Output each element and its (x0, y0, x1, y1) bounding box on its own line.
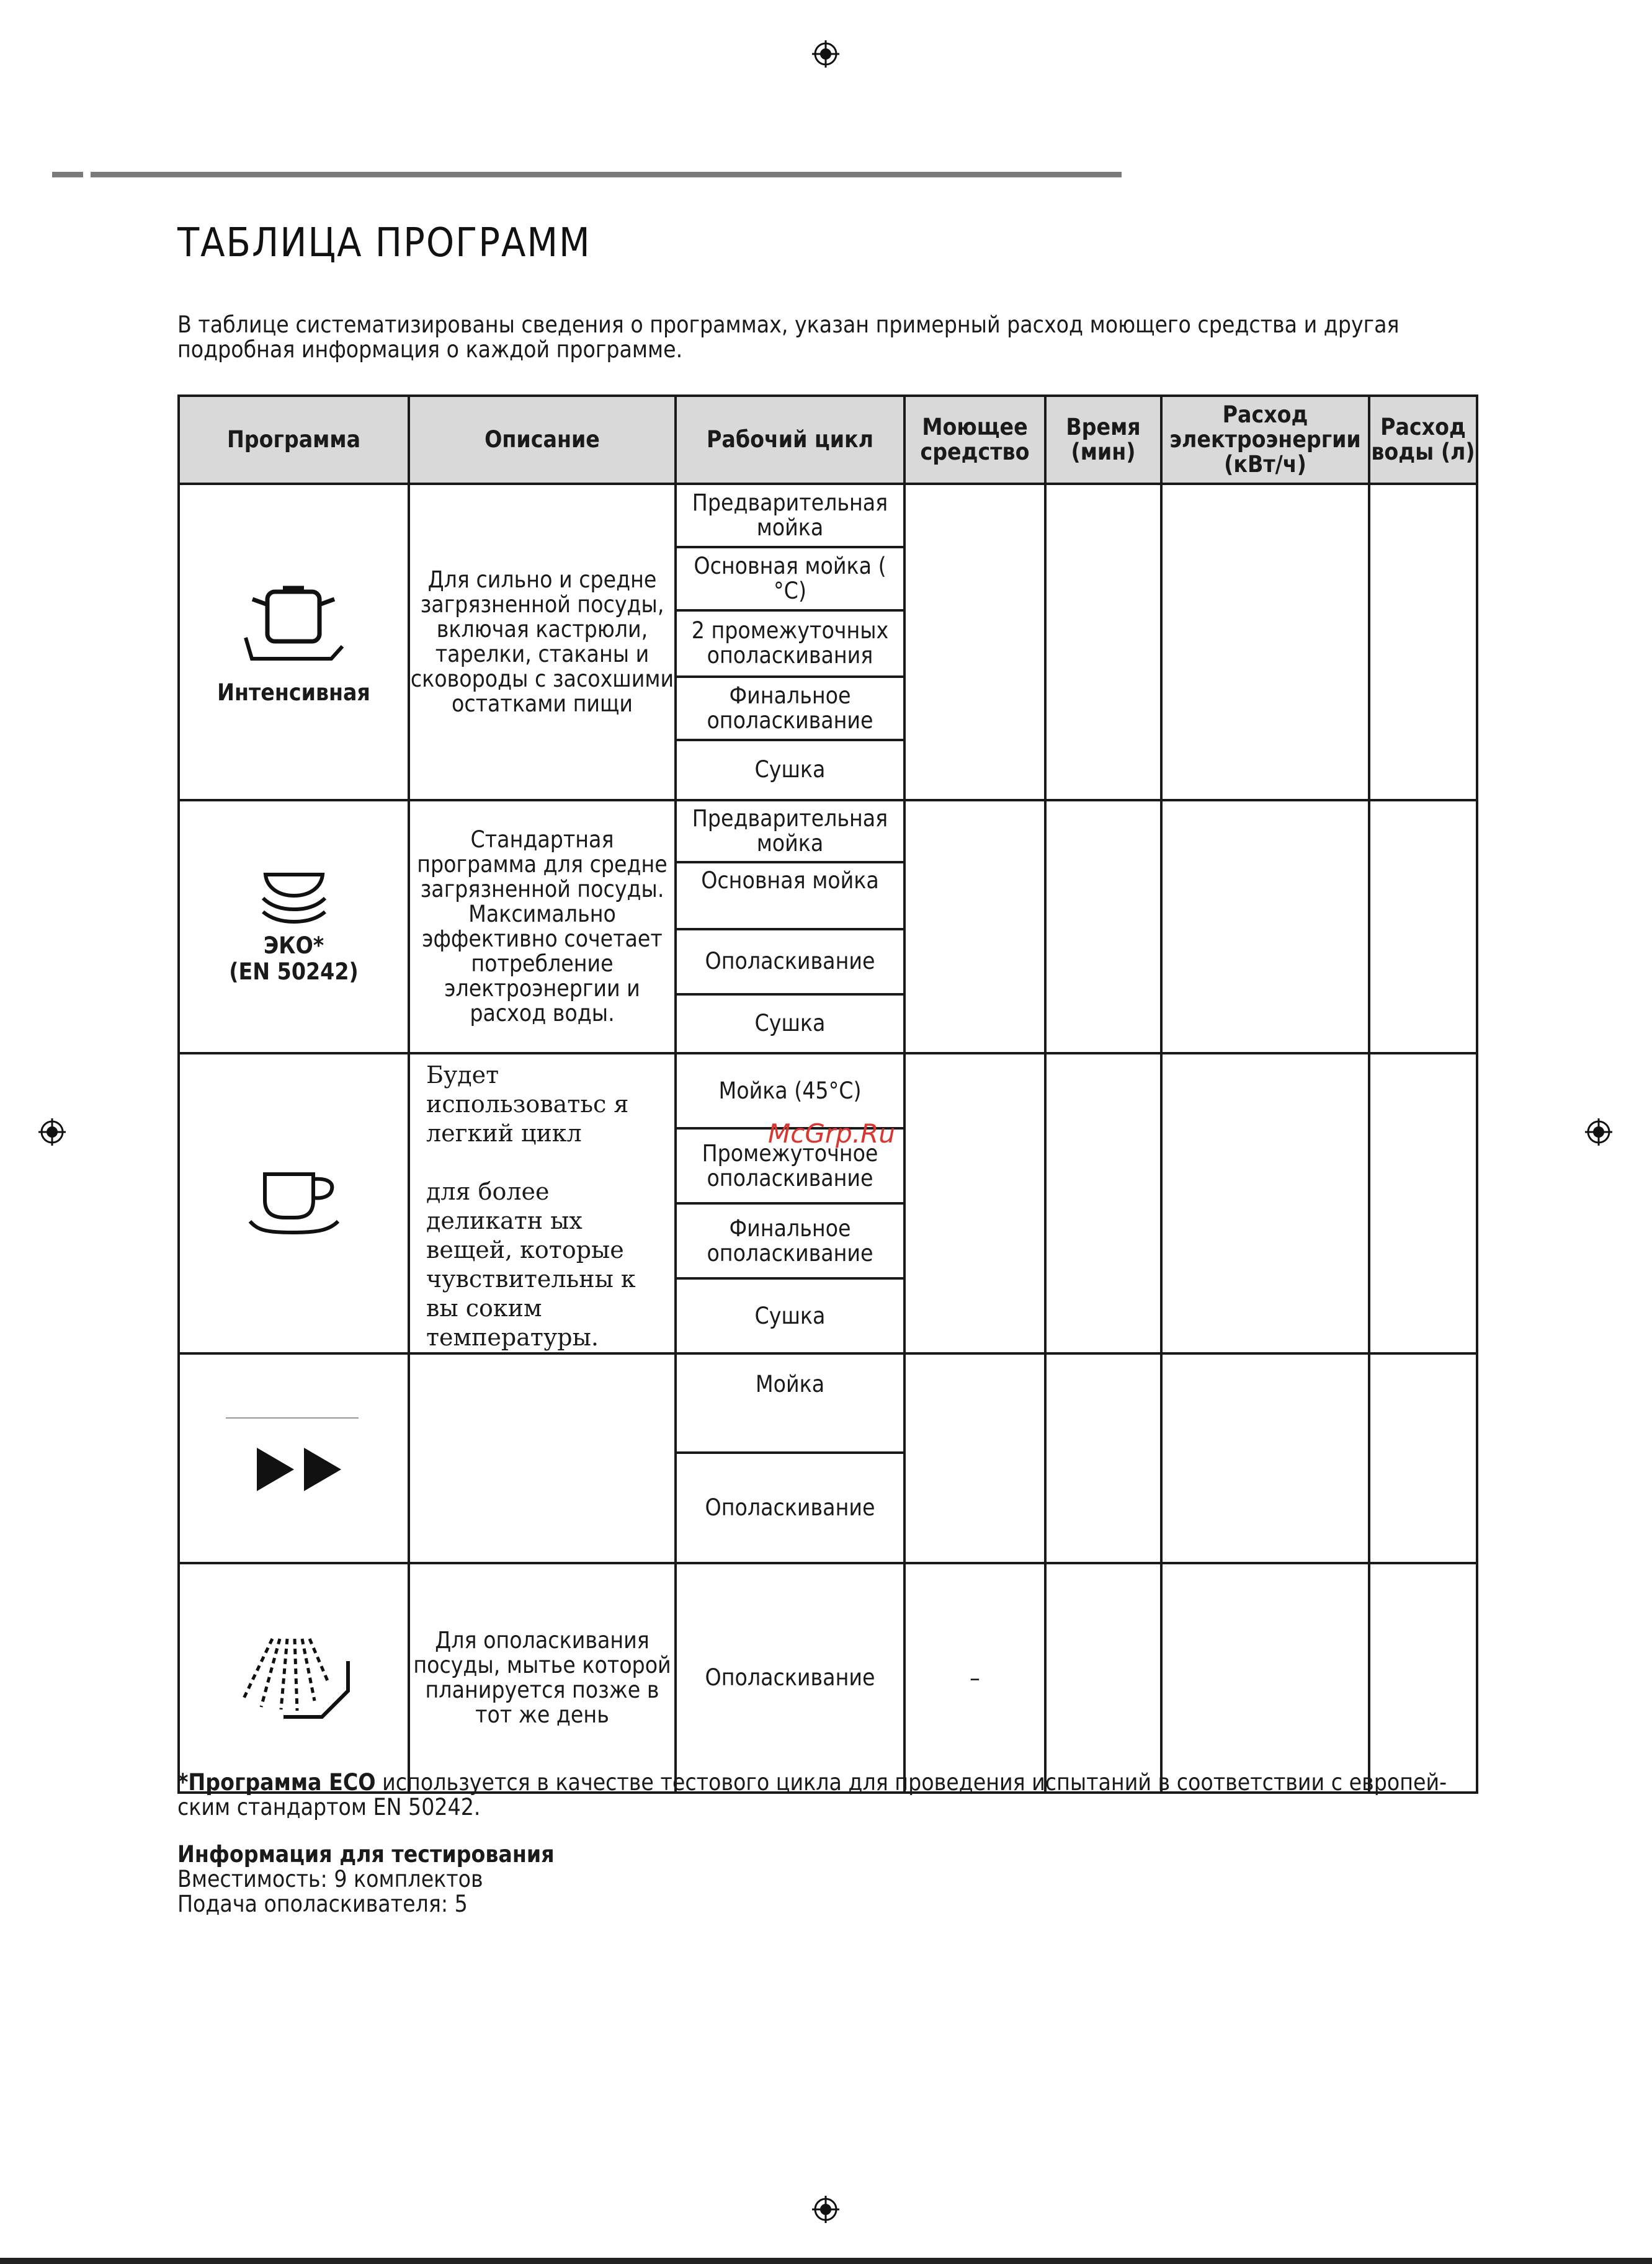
stacked-plates-icon (257, 868, 331, 924)
description-line: для более деликатн ых вещей, которые чувствительны к вы соким температуры. (426, 1178, 636, 1351)
header-rule-short (52, 172, 83, 177)
page-title: ТАБЛИЦА ПРОГРАММ (177, 220, 591, 266)
energy-value (1161, 1053, 1369, 1353)
header-description: Описание (409, 396, 676, 484)
energy-value (1161, 1353, 1369, 1563)
table-row (179, 484, 1477, 800)
program-table (177, 394, 1478, 1794)
registration-mark-left (38, 1118, 66, 1146)
time-value (1045, 1053, 1161, 1353)
time-value (1045, 800, 1161, 1053)
table-row (179, 800, 1477, 1053)
cycle-step: Финальное ополаскивание (677, 675, 903, 739)
program-description (409, 1053, 676, 1353)
registration-mark-top (812, 40, 839, 68)
footnote-bold: *Программа ECO (177, 1769, 376, 1796)
cycle-step: Мойка (755, 1371, 825, 1397)
energy-value (1161, 800, 1369, 1053)
time-value (1045, 484, 1161, 800)
time-value (1045, 1563, 1161, 1793)
cycle-step: Ополаскивание (677, 1451, 903, 1562)
program-cell-rinse (179, 1563, 409, 1793)
registration-mark-right (1585, 1118, 1612, 1146)
detergent-value (904, 1353, 1045, 1563)
fast-forward-icon (226, 1412, 362, 1505)
water-value (1369, 484, 1477, 800)
energy-value (1161, 484, 1369, 800)
cycle-step: Предварительная мойка (692, 489, 888, 541)
cycle-step: Основная мойка (677, 861, 903, 928)
program-cell-quick (179, 1353, 409, 1563)
cycle-cell (676, 1353, 904, 1563)
header-cycle: Рабочий цикл (676, 396, 904, 484)
cycle-step: 2 промежуточных ополаскивания (677, 609, 903, 675)
header-program: Программа (179, 396, 409, 484)
cycle-step: Сушка (677, 1277, 903, 1352)
test-info-capacity: Вместимость: 9 комплектов (177, 1866, 483, 1892)
table-row (179, 1053, 1477, 1353)
cycle-step: Сушка (677, 739, 903, 799)
cup-icon (248, 1169, 341, 1237)
time-value (1045, 1353, 1161, 1563)
test-info (177, 1842, 555, 1917)
cycle-cell (676, 1053, 904, 1353)
footnote-text: используется в качестве тестового цикла для проведения испытаний в соответствии с европей-ским стандартом EN 50242. (177, 1769, 1447, 1821)
program-description: Для сильно и средне загрязненной посуды, включая кастрюли, тарелки, стаканы и сковороды с засохшими остатками пищи (409, 484, 676, 800)
cycle-step: Промежуточное ополаскивание (677, 1127, 903, 1202)
intro-paragraph: В таблице систематизированы сведения о программах, указан примерный расход моющего средства и другая подробная информация о каждой программе. (177, 311, 1400, 363)
energy-value (1161, 1563, 1369, 1793)
bottom-rule (0, 2258, 1652, 2264)
cycle-step: Ополаскивание (705, 1664, 875, 1691)
cycle-cell (676, 800, 904, 1053)
program-description: Стандартная программа для средне загрязненной посуды. Максимально эффективно сочетает потребление электроэнергии и расход воды. (409, 800, 676, 1053)
detergent-value (904, 800, 1045, 1053)
registration-mark-bottom (812, 2196, 839, 2223)
header-detergent: Моющее средство (904, 396, 1045, 484)
detergent-value (904, 484, 1045, 800)
rinse-spray-icon (235, 1631, 353, 1724)
watermark: McGrp.Ru (768, 1118, 895, 1149)
pot-icon (238, 578, 350, 671)
program-cell-eco (179, 800, 409, 1053)
water-value (1369, 1053, 1477, 1353)
header-time: Время (мин) (1045, 396, 1161, 484)
cycle-cell (676, 1563, 904, 1793)
test-info-heading: Информация для тестирования (177, 1841, 555, 1868)
description-line: Будет использоватьс я легкий цикл (426, 1061, 629, 1147)
program-cell-delicate (179, 1053, 409, 1353)
cycle-step: Мойка (45°C) (718, 1077, 862, 1104)
program-cell-intensive (179, 484, 409, 800)
cycle-step: Основная мойка ( °C) (677, 546, 903, 609)
table-row (179, 1353, 1477, 1563)
table-row (179, 1563, 1477, 1793)
table-header-row (179, 396, 1477, 484)
program-description (409, 1353, 676, 1563)
detergent-value (904, 1053, 1045, 1353)
header-rule (91, 172, 1122, 177)
detergent-value: – (904, 1563, 1045, 1793)
cycle-step: Сушка (677, 993, 903, 1052)
water-value (1369, 1563, 1477, 1793)
cycle-step: Ополаскивание (677, 928, 903, 993)
eco-footnote (177, 1770, 1480, 1820)
header-water: Расход воды (л) (1369, 396, 1477, 484)
water-value (1369, 1353, 1477, 1563)
program-description: Для ополаскивания посуды, мытье которой планируется позже в тот же день (409, 1563, 676, 1793)
cycle-step: Финальное ополаскивание (677, 1202, 903, 1277)
program-name: ЭКО* (EN 50242) (229, 932, 359, 985)
cycle-cell (676, 484, 904, 800)
test-info-rinse-aid: Подача ополаскивателя: 5 (177, 1891, 468, 1917)
header-energy: Расход электроэнергии (кВт/ч) (1161, 396, 1369, 484)
program-name: Интенсивная (217, 679, 370, 706)
cycle-step: Предварительная мойка (692, 805, 888, 857)
water-value (1369, 800, 1477, 1053)
